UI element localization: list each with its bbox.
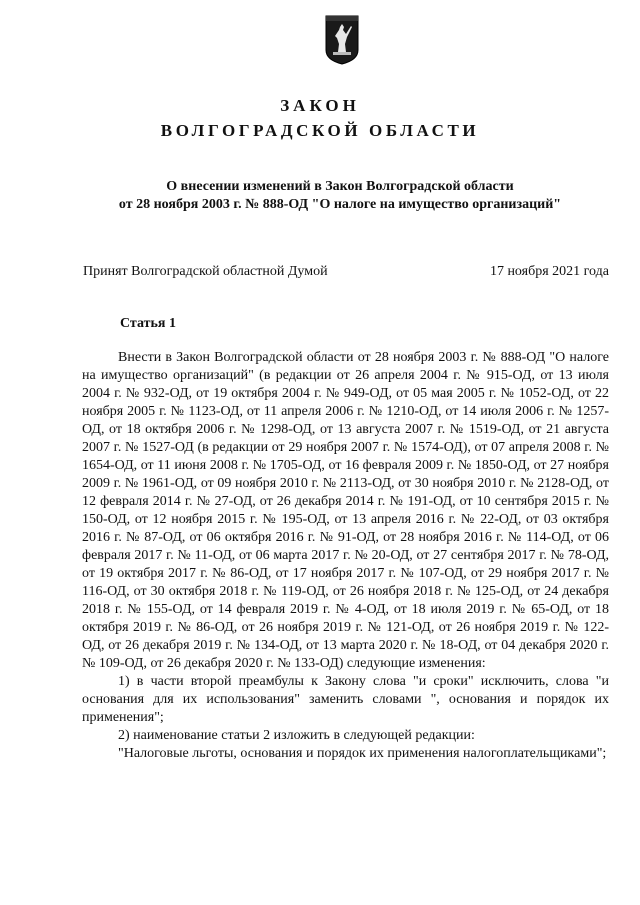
law-subtitle [90, 178, 590, 214]
adopted-by: Принят Волгоградской областной Думой [83, 264, 328, 279]
paragraph-item-1: 1) в части второй преамбулы к Закону слова "и сроки" исключить, слова "и основания для их использования" заменить словами ", основания и порядок их применения"; [82, 674, 609, 725]
law-title: ЗАКОН [280, 96, 360, 115]
region-title: ВОЛГОГРАДСКОЙ ОБЛАСТИ [160, 121, 480, 140]
paragraph-item-2: 2) наименование статьи 2 изложить в следующей редакции: [118, 728, 475, 743]
subtitle-line-1: О внесении изменений в Закон Волгоградской области [166, 179, 514, 194]
article-heading: Статья 1 [120, 316, 176, 331]
subtitle-line-2: от 28 ноября 2003 г. № 888-ОД "О налоге на имущество организаций" [118, 197, 562, 212]
paragraph-quote: "Налоговые льготы, основания и порядок их применения налогоплательщиками"; [118, 746, 607, 761]
adoption-date: 17 ноября 2021 года [489, 264, 609, 279]
paragraph-main: Внести в Закон Волгоградской области от 28 ноября 2003 г. № 888-ОД "О налоге на имущество организаций" (в редакции от 26 апреля 2004 г. № 915-ОД, от 13 июля 2004 г. № 932-ОД, от 19 октября 2004 г. № 949-ОД, от 05 мая 2005 г. № 1052-ОД, от 22 ноября 2005 г. № 1123-ОД, от 11 апреля 2006 г. № 1210-ОД, от 14 июля 2006 г. № 1257-ОД, от 18 октября 2006 г. № 1298-ОД, от 13 августа 2007 г. № 1519-ОД, от 21 августа 2007 г. № 1527-ОД (в редакции от 29 ноября 2007 г. № 1574-ОД), от 07 апреля 2008 г. № 1654-ОД, от 11 июня 2008 г. № 1705-ОД, от 16 февраля 2009 г. № 1850-ОД, от 27 ноября 2009 г. № 1961-ОД, от 09 ноября 2010 г. № 2113-ОД, от 30 ноября 2010 г. № 2128-ОД, от 12 февраля 2014 г. № 27-ОД, от 26 декабря 2014 г. № 191-ОД, от 10 сентября 2015 г. № 150-ОД, от 12 ноября 2015 г. № 195-ОД, от 13 апреля 2016 г. № 22-ОД, от 03 октября 2016 г. № 87-ОД, от 06 октября 2016 г. № 91-ОД, от 28 ноября 2016 г. № 114-ОД, от 06 февраля 2017 г. № 11-ОД, от 06 марта 2017 г. № 20-ОД, от 27 сентября 2017 г. № 78-ОД, от 19 октября 2017 г. № 86-ОД, от 17 ноября 2017 г. № 107-ОД, от 29 ноября 2017 г. № 116-ОД, от 30 октября 2018 г. № 119-ОД, от 26 ноября 2018 г. № 125-ОД, от 24 декабря 2018 г. № 155-ОД, от 14 февраля 2019 г. № 4-ОД, от 18 июля 2019 г. № 65-ОД, от 18 октября 2019 г. № 86-ОД, от 26 ноября 2019 г. № 121-ОД, от 26 ноября 2019 г. № 122-ОД, от 26 декабря 2019 г. № 134-ОД, от 13 марта 2020 г. № 18-ОД, от 04 декабря 2020 г. № 109-ОД, от 26 декабря 2020 г. № 133-ОД) следующие изменения: [82, 350, 609, 671]
article-body [82, 349, 609, 763]
coat-of-arms-icon [324, 14, 360, 66]
